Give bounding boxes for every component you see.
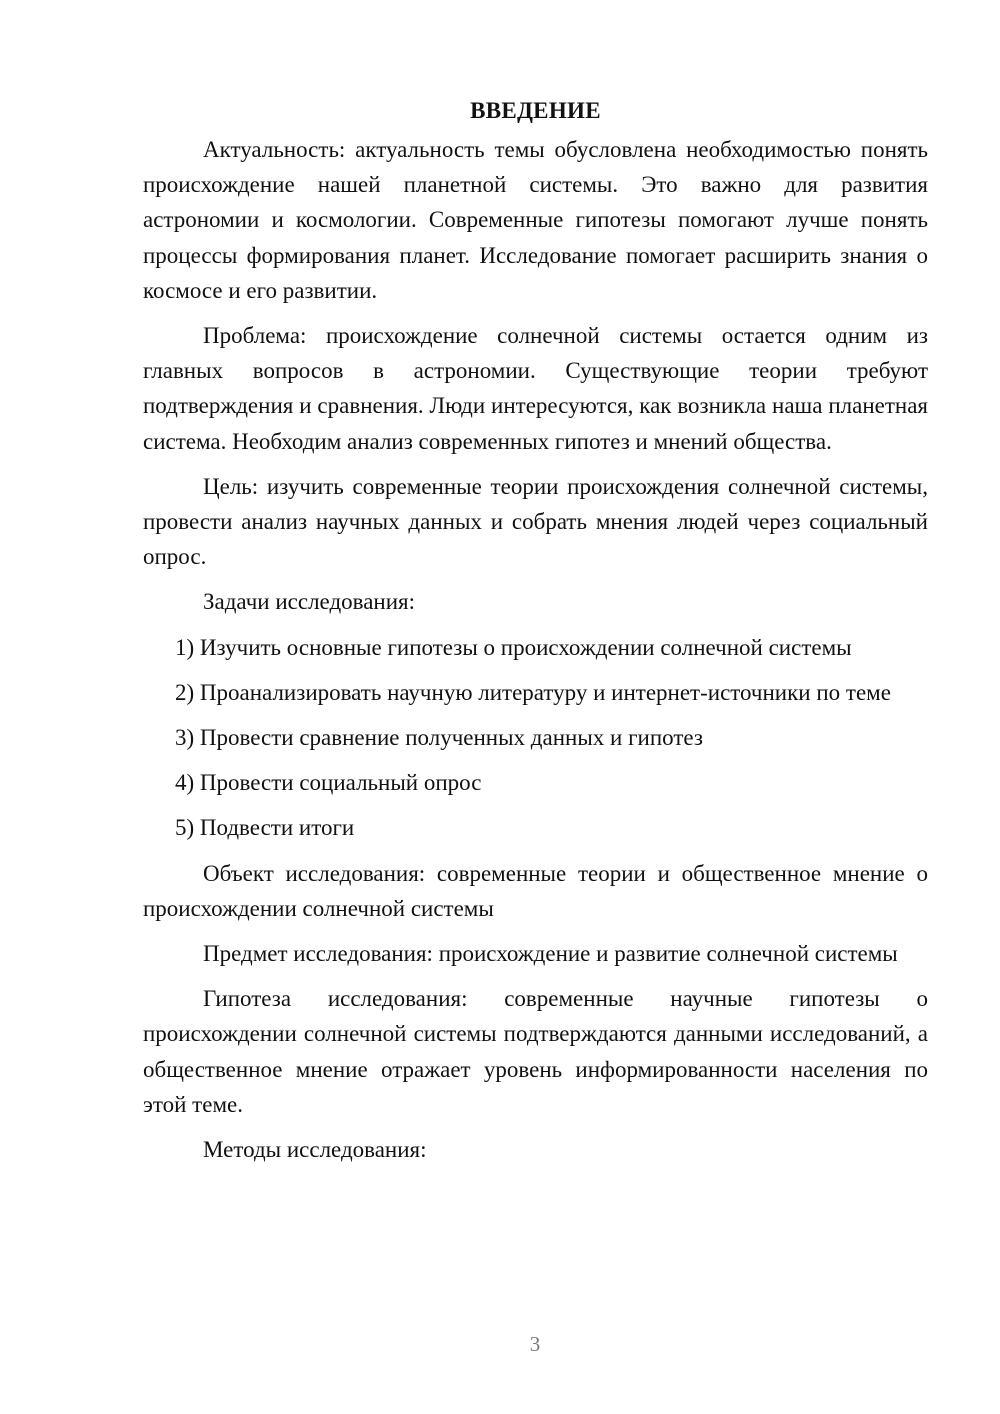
- tasks-heading: Задачи исследования:: [203, 589, 416, 615]
- task-item-2: 2) Проанализировать научную литературу и интернет-источники по теме: [175, 679, 891, 705]
- task-item-4: 4) Провести социальный опрос: [175, 770, 482, 796]
- paragraph-problem: Проблема: происхождение солнечной системы остается одним из главных вопросов в астрономии. Существующие теории требуют подтверждения и сравнения. Люди интересуются, как возникла наша планетная система. Необходим анализ современных гипотез и мнений общества.: [143, 323, 928, 454]
- page-number: 3: [529, 1332, 541, 1356]
- methods-heading: Методы исследования:: [203, 1137, 427, 1163]
- paragraph-relevance: Актуальность: актуальность темы обусловлена необходимостью понять происхождение нашей планетной системы. Это важно для развития астрономии и космологии. Современные гипотезы помогают лучше понять процессы формирования планет. Исследование помогает расширить знания о космосе и его развитии.: [143, 137, 928, 303]
- page-title: ВВЕДЕНИЕ: [470, 98, 601, 123]
- paragraph-goal: Цель: изучить современные теории происхождения солнечной системы, провести анализ научных данных и собрать мнения людей через социальный опрос.: [143, 473, 928, 570]
- document-body: [143, 93, 928, 1177]
- paragraph-object: Объект исследования: современные теории и общественное мнение о происхождении солнечной системы: [143, 860, 928, 921]
- task-item-3: 3) Провести сравнение полученных данных и гипотез: [175, 725, 703, 751]
- paragraph-subject: Предмет исследования: происхождение и развитие солнечной системы: [203, 941, 898, 967]
- paragraph-hypothesis: Гипотеза исследования: современные научные гипотезы о происхождении солнечной системы подтверждаются данными исследований, а общественное мнение отражает уровень информированности населения по этой теме.: [143, 986, 928, 1117]
- task-item-5: 5) Подвести итоги: [175, 815, 355, 841]
- task-item-1: 1) Изучить основные гипотезы о происхождении солнечной системы: [175, 634, 852, 660]
